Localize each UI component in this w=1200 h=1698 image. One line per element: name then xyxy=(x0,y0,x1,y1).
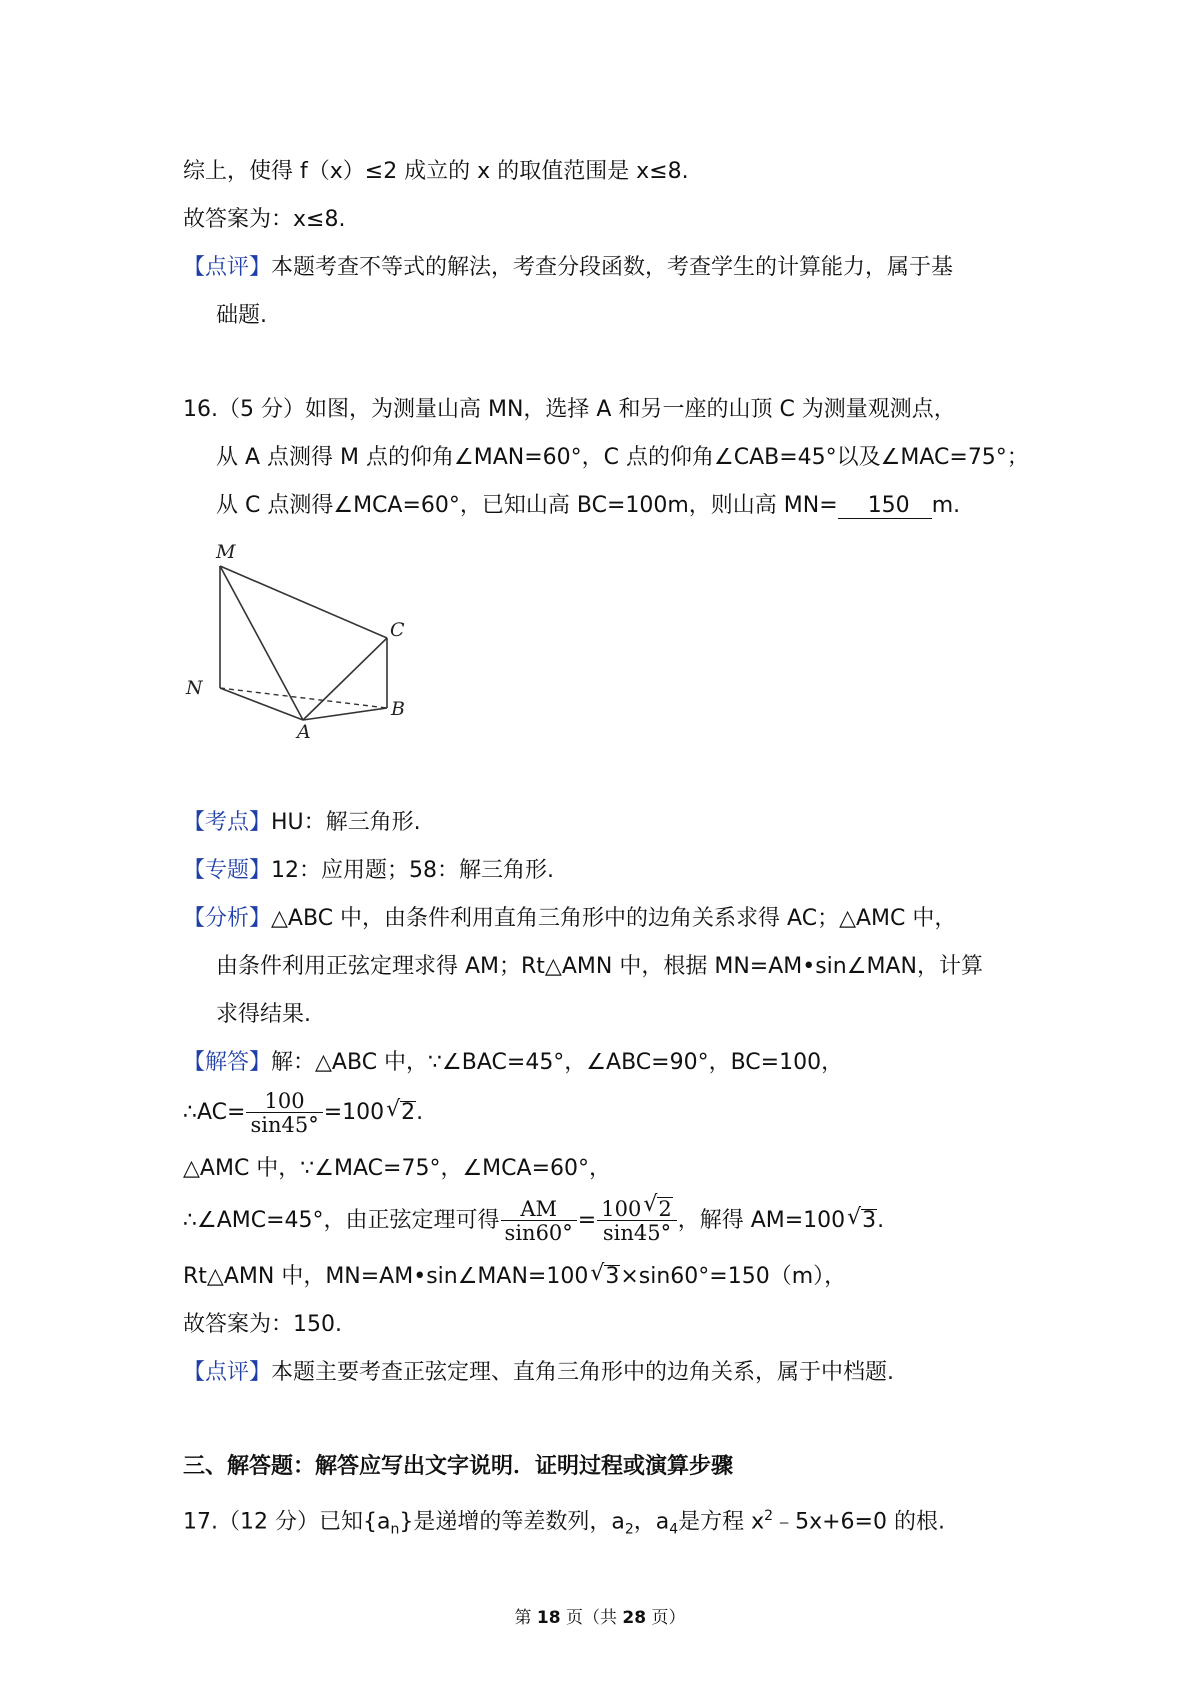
fenxi-tag: 【分析】 xyxy=(183,906,272,931)
label-C: C xyxy=(390,619,405,641)
fraction-am-over-sin60 xyxy=(501,1198,577,1245)
radicand: 2 xyxy=(658,1197,672,1221)
segment-NA xyxy=(220,688,303,720)
dianping-text: 本题主要考查正弦定理、直角三角形中的边角关系，属于中档题. xyxy=(271,1360,895,1385)
segment-MC xyxy=(220,566,387,638)
q17-stem xyxy=(183,1501,1200,1545)
segment-AC xyxy=(303,638,387,720)
superscript-2: 2 xyxy=(764,1508,774,1524)
step-mn-prefix: Rt△AMN 中，MN=AM•sin∠MAN=100 xyxy=(183,1264,589,1289)
step-ac-eq: =100 xyxy=(323,1100,385,1125)
dianping-line xyxy=(183,1358,1200,1388)
fraction-100-over-sin45 xyxy=(246,1090,322,1137)
total-pages: 28 xyxy=(622,1608,647,1628)
geometry-figure xyxy=(180,538,420,738)
solution-step-sine-law xyxy=(183,1196,1200,1246)
fraction-numerator: AM xyxy=(520,1196,557,1221)
q17-mid2: ，a xyxy=(633,1509,670,1535)
sqrt-2 xyxy=(643,1197,672,1220)
segment-MA xyxy=(220,566,303,720)
subscript-2: 2 xyxy=(624,1521,634,1538)
fenxi-line-1 xyxy=(183,904,1200,934)
label-N: N xyxy=(186,677,203,699)
label-M: M xyxy=(216,541,236,563)
solution-step-ac xyxy=(183,1088,1200,1138)
q17-mid1: }是递增的等差数列，a xyxy=(399,1509,625,1535)
jieda-tag: 【解答】 xyxy=(183,1050,272,1075)
fenxi-line-2: 由条件利用正弦定理求得 AM；Rt△AMN 中，根据 MN=AM•sin∠MAN，计算 xyxy=(216,954,983,979)
sqrt-3 xyxy=(590,1262,620,1292)
label-B: B xyxy=(391,698,405,720)
q16-stem-3-post: m. xyxy=(931,493,961,518)
dianping-tag: 【点评】 xyxy=(183,1360,272,1385)
comment-tag: 【点评】 xyxy=(183,255,272,280)
q16-stem-3-pre: 从 C 点测得∠MCA=60°，已知山高 BC=100m，则山高 MN= xyxy=(216,493,838,518)
step-sine-mid: ，解得 AM=100 xyxy=(677,1208,846,1233)
q16-stem-3 xyxy=(216,491,1200,521)
fraction-100sqrt2-over-sin45 xyxy=(597,1197,676,1245)
kaodian-tag: 【考点】 xyxy=(183,810,272,835)
radicand: 3 xyxy=(862,1208,877,1233)
conclusion-line: 综上，使得 f（x）≤2 成立的 x 的取值范围是 x≤8. xyxy=(183,159,689,184)
final-answer-line: 故答案为：150. xyxy=(183,1312,342,1337)
sqrt-2 xyxy=(386,1088,416,1138)
step-sine-end: . xyxy=(877,1208,885,1233)
step-mn-post: ×sin60°=150（m）， xyxy=(620,1264,847,1289)
subscript-n: n xyxy=(390,1521,400,1538)
answer-blank: 150 xyxy=(838,494,932,519)
comment-line-2: 础题. xyxy=(216,303,267,328)
fraction-numerator xyxy=(597,1197,676,1220)
page-number: 18 xyxy=(536,1608,561,1628)
zhuanti-tag: 【专题】 xyxy=(183,858,272,883)
jieda-text-1: 解：△ABC 中，∵∠BAC=45°，∠ABC=90°，BC=100， xyxy=(271,1050,844,1075)
zhuanti-text: 12：应用题；58：解三角形. xyxy=(271,858,554,883)
fenxi-line-3: 求得结果. xyxy=(216,1002,311,1027)
kaodian-line xyxy=(183,808,1200,838)
fraction-denominator: sin60° xyxy=(501,1220,577,1245)
q16-stem-1: 16.（5 分）如图，为测量山高 MN，选择 A 和另一座的山顶 C 为测量观测点， xyxy=(183,397,956,422)
label-A: A xyxy=(297,721,311,738)
kaodian-text: HU：解三角形. xyxy=(271,810,421,835)
fraction-denominator: sin45° xyxy=(246,1112,322,1137)
footer-post: 页） xyxy=(646,1608,686,1628)
comment-text-1: 本题考查不等式的解法，考查分段函数，考查学生的计算能力，属于基 xyxy=(271,255,954,280)
answer-line: 故答案为：x≤8. xyxy=(183,207,346,232)
fraction-numerator: 100 xyxy=(264,1088,305,1113)
q17-pre: 17.（12 分）已知{a xyxy=(183,1509,391,1535)
radicand: 2 xyxy=(401,1100,416,1125)
subscript-4: 4 xyxy=(669,1521,679,1538)
radicand: 3 xyxy=(605,1264,620,1289)
sqrt-3 xyxy=(847,1196,877,1246)
segment-AB xyxy=(303,708,387,720)
step-ac-prefix: ∴AC= xyxy=(183,1100,246,1125)
comment-line-1 xyxy=(183,253,1200,283)
section-heading: 三、解答题：解答应写出文字说明．证明过程或演算步骤 xyxy=(183,1454,734,1479)
solution-step-amc: △AMC 中，∵∠MAC=75°，∠MCA=60°， xyxy=(183,1156,612,1181)
zhuanti-line xyxy=(183,856,1200,886)
q17-post: ﹣5x+6=0 的根. xyxy=(773,1509,945,1535)
numerator-coefficient: 100 xyxy=(601,1197,642,1221)
solution-step-mn xyxy=(183,1262,1200,1292)
q17-mid3: 是方程 x xyxy=(678,1509,765,1535)
step-sine-prefix: ∴∠AMC=45°，由正弦定理可得 xyxy=(183,1208,500,1233)
q16-stem-2: 从 A 点测得 M 点的仰角∠MAN=60°，C 点的仰角∠CAB=45°以及∠MAC=75°； xyxy=(216,445,1029,470)
fenxi-text-1: △ABC 中，由条件利用直角三角形中的边角关系求得 AC；△AMC 中， xyxy=(271,906,957,931)
footer-pre: 第 xyxy=(514,1608,537,1628)
footer-mid: 页（共 xyxy=(560,1608,623,1628)
fraction-denominator: sin45° xyxy=(597,1220,676,1245)
jieda-line-1 xyxy=(183,1048,1200,1078)
step-ac-end: . xyxy=(416,1100,424,1125)
equals-sign: = xyxy=(577,1208,597,1233)
page-footer xyxy=(0,1603,1200,1628)
